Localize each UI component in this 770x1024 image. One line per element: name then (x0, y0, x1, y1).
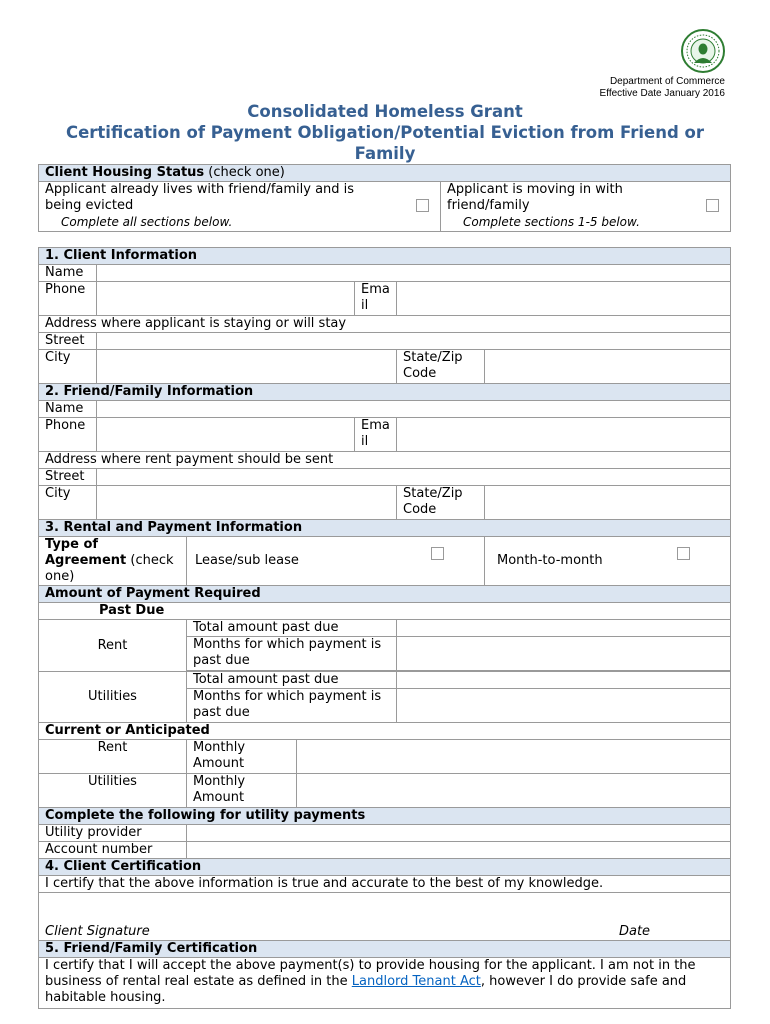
month-to-month-checkbox[interactable] (677, 547, 690, 560)
current-utilities-monthly-input[interactable] (297, 774, 731, 808)
rent-months-past-due-label: Months for which payment is past due (187, 637, 397, 671)
effective-date: Effective Date January 2016 (599, 88, 725, 99)
client-signature-label: Client Signature (45, 924, 150, 939)
form-title (40, 101, 730, 164)
main-form-table (38, 247, 731, 1009)
lease-checkbox[interactable] (431, 547, 444, 560)
spacer (38, 232, 730, 247)
status-option-moving-in-label: Applicant is moving in with friend/family (447, 182, 623, 213)
client-street-input[interactable] (97, 333, 731, 350)
current-rent-label: Rent (39, 740, 187, 774)
section-1-heading: 1. Client Information (39, 248, 731, 265)
lease-option-label: Lease/sub lease (195, 553, 299, 568)
statement-part-1: I certify that I will accept the above payment(s) to provide housing for the applicant. I am not in the business of rental real estate as defined in the (45, 958, 696, 989)
account-number-input[interactable] (187, 842, 731, 859)
client-phone-input[interactable] (97, 282, 355, 316)
utilities-months-past-due-input[interactable] (397, 689, 731, 723)
rent-total-past-due-label: Total amount past due (187, 620, 397, 637)
current-rent-monthly-label: Monthly Amount (187, 740, 297, 774)
amount-heading: Amount of Payment Required (39, 586, 731, 603)
family-street-input[interactable] (97, 469, 731, 486)
certification-form (38, 164, 730, 1009)
current-heading: Current or Anticipated (39, 723, 731, 740)
client-address-heading: Address where applicant is staying or will stay (39, 316, 731, 333)
agreement-type-label (39, 537, 187, 586)
utility-payments-heading: Complete the following for utility payments (39, 808, 731, 825)
section-4-heading: 4. Client Certification (39, 859, 731, 876)
housing-status-title: Client Housing Status (45, 165, 205, 180)
agreement-type-note: (check one) (45, 553, 174, 584)
family-name-label: Name (39, 401, 97, 418)
current-utilities-monthly-label: Monthly Amount (187, 774, 297, 808)
family-address-heading: Address where rent payment should be sent (39, 452, 731, 469)
client-state-zip-input[interactable] (485, 350, 731, 384)
past-due-heading: Past Due (39, 603, 731, 620)
past-due-rent-label: Rent (39, 620, 187, 672)
month-to-month-option (485, 537, 731, 586)
utilities-total-past-due-label: Total amount past due (187, 672, 397, 689)
client-city-input[interactable] (97, 350, 397, 384)
rent-total-past-due-input[interactable] (397, 620, 731, 637)
client-name-label: Name (39, 265, 97, 282)
housing-status-note: (check one) (204, 165, 285, 180)
client-state-zip-label: State/Zip Code (397, 350, 485, 384)
moving-in-checkbox[interactable] (706, 199, 719, 212)
header-department-block (600, 76, 725, 100)
family-phone-label: Phone (39, 418, 97, 452)
section-2-heading: 2. Friend/Family Information (39, 384, 731, 401)
family-city-input[interactable] (97, 486, 397, 520)
status-option-evicted (39, 182, 441, 232)
client-signature-row[interactable] (39, 893, 731, 941)
account-number-label: Account number (39, 842, 187, 859)
client-certification-statement: I certify that the above information is true and accurate to the best of my knowledge. (39, 876, 731, 893)
rent-months-past-due-input[interactable] (397, 637, 731, 671)
past-due-utilities-label: Utilities (39, 672, 187, 723)
utility-provider-label: Utility provider (39, 825, 187, 842)
current-rent-monthly-input[interactable] (297, 740, 731, 774)
utilities-months-past-due-label: Months for which payment is past due (187, 689, 397, 723)
evicted-checkbox[interactable] (416, 199, 429, 212)
month-to-month-label: Month-to-month (497, 553, 603, 568)
client-street-label: Street (39, 333, 97, 350)
family-certification-statement (39, 958, 731, 1009)
current-utilities-label: Utilities (39, 774, 187, 808)
family-state-zip-label: State/Zip Code (397, 486, 485, 520)
utility-provider-input[interactable] (187, 825, 731, 842)
status-option-moving-in (441, 182, 731, 232)
utilities-total-past-due-input[interactable] (397, 672, 731, 689)
statement-part-2: , however I do provide safe and habitable housing. (45, 974, 687, 1005)
section-3-heading: 3. Rental and Payment Information (39, 520, 731, 537)
department-name: Department of Commerce (609, 76, 725, 87)
washington-state-seal-icon (681, 29, 725, 73)
client-email-label: Email (355, 282, 397, 316)
landlord-tenant-act-link[interactable]: Landlord Tenant Act (351, 974, 481, 989)
family-phone-input[interactable] (97, 418, 355, 452)
client-city-label: City (39, 350, 97, 384)
family-name-input[interactable] (97, 401, 731, 418)
family-street-label: Street (39, 469, 97, 486)
family-city-label: City (39, 486, 97, 520)
client-name-input[interactable] (97, 265, 731, 282)
housing-status-table (38, 164, 731, 232)
title-line-2: Certification of Payment Obligation/Potential Eviction from Friend or Family (65, 123, 705, 163)
status-option-evicted-label: Applicant already lives with friend/family and is being evicted (45, 182, 355, 213)
lease-option (187, 537, 485, 586)
family-email-input[interactable] (397, 418, 731, 452)
status-option-moving-in-note: Complete sections 1-5 below. (463, 215, 640, 229)
agreement-type-title: Type of Agreement (45, 537, 127, 568)
client-phone-label: Phone (39, 282, 97, 316)
section-5-heading: 5. Friend/Family Certification (39, 941, 731, 958)
family-email-label: Email (355, 418, 397, 452)
client-email-input[interactable] (397, 282, 731, 316)
status-option-evicted-note: Complete all sections below. (61, 215, 233, 229)
housing-status-heading (39, 165, 731, 182)
title-line-1: Consolidated Homeless Grant (247, 102, 523, 121)
family-state-zip-input[interactable] (485, 486, 731, 520)
date-label: Date (618, 924, 651, 939)
